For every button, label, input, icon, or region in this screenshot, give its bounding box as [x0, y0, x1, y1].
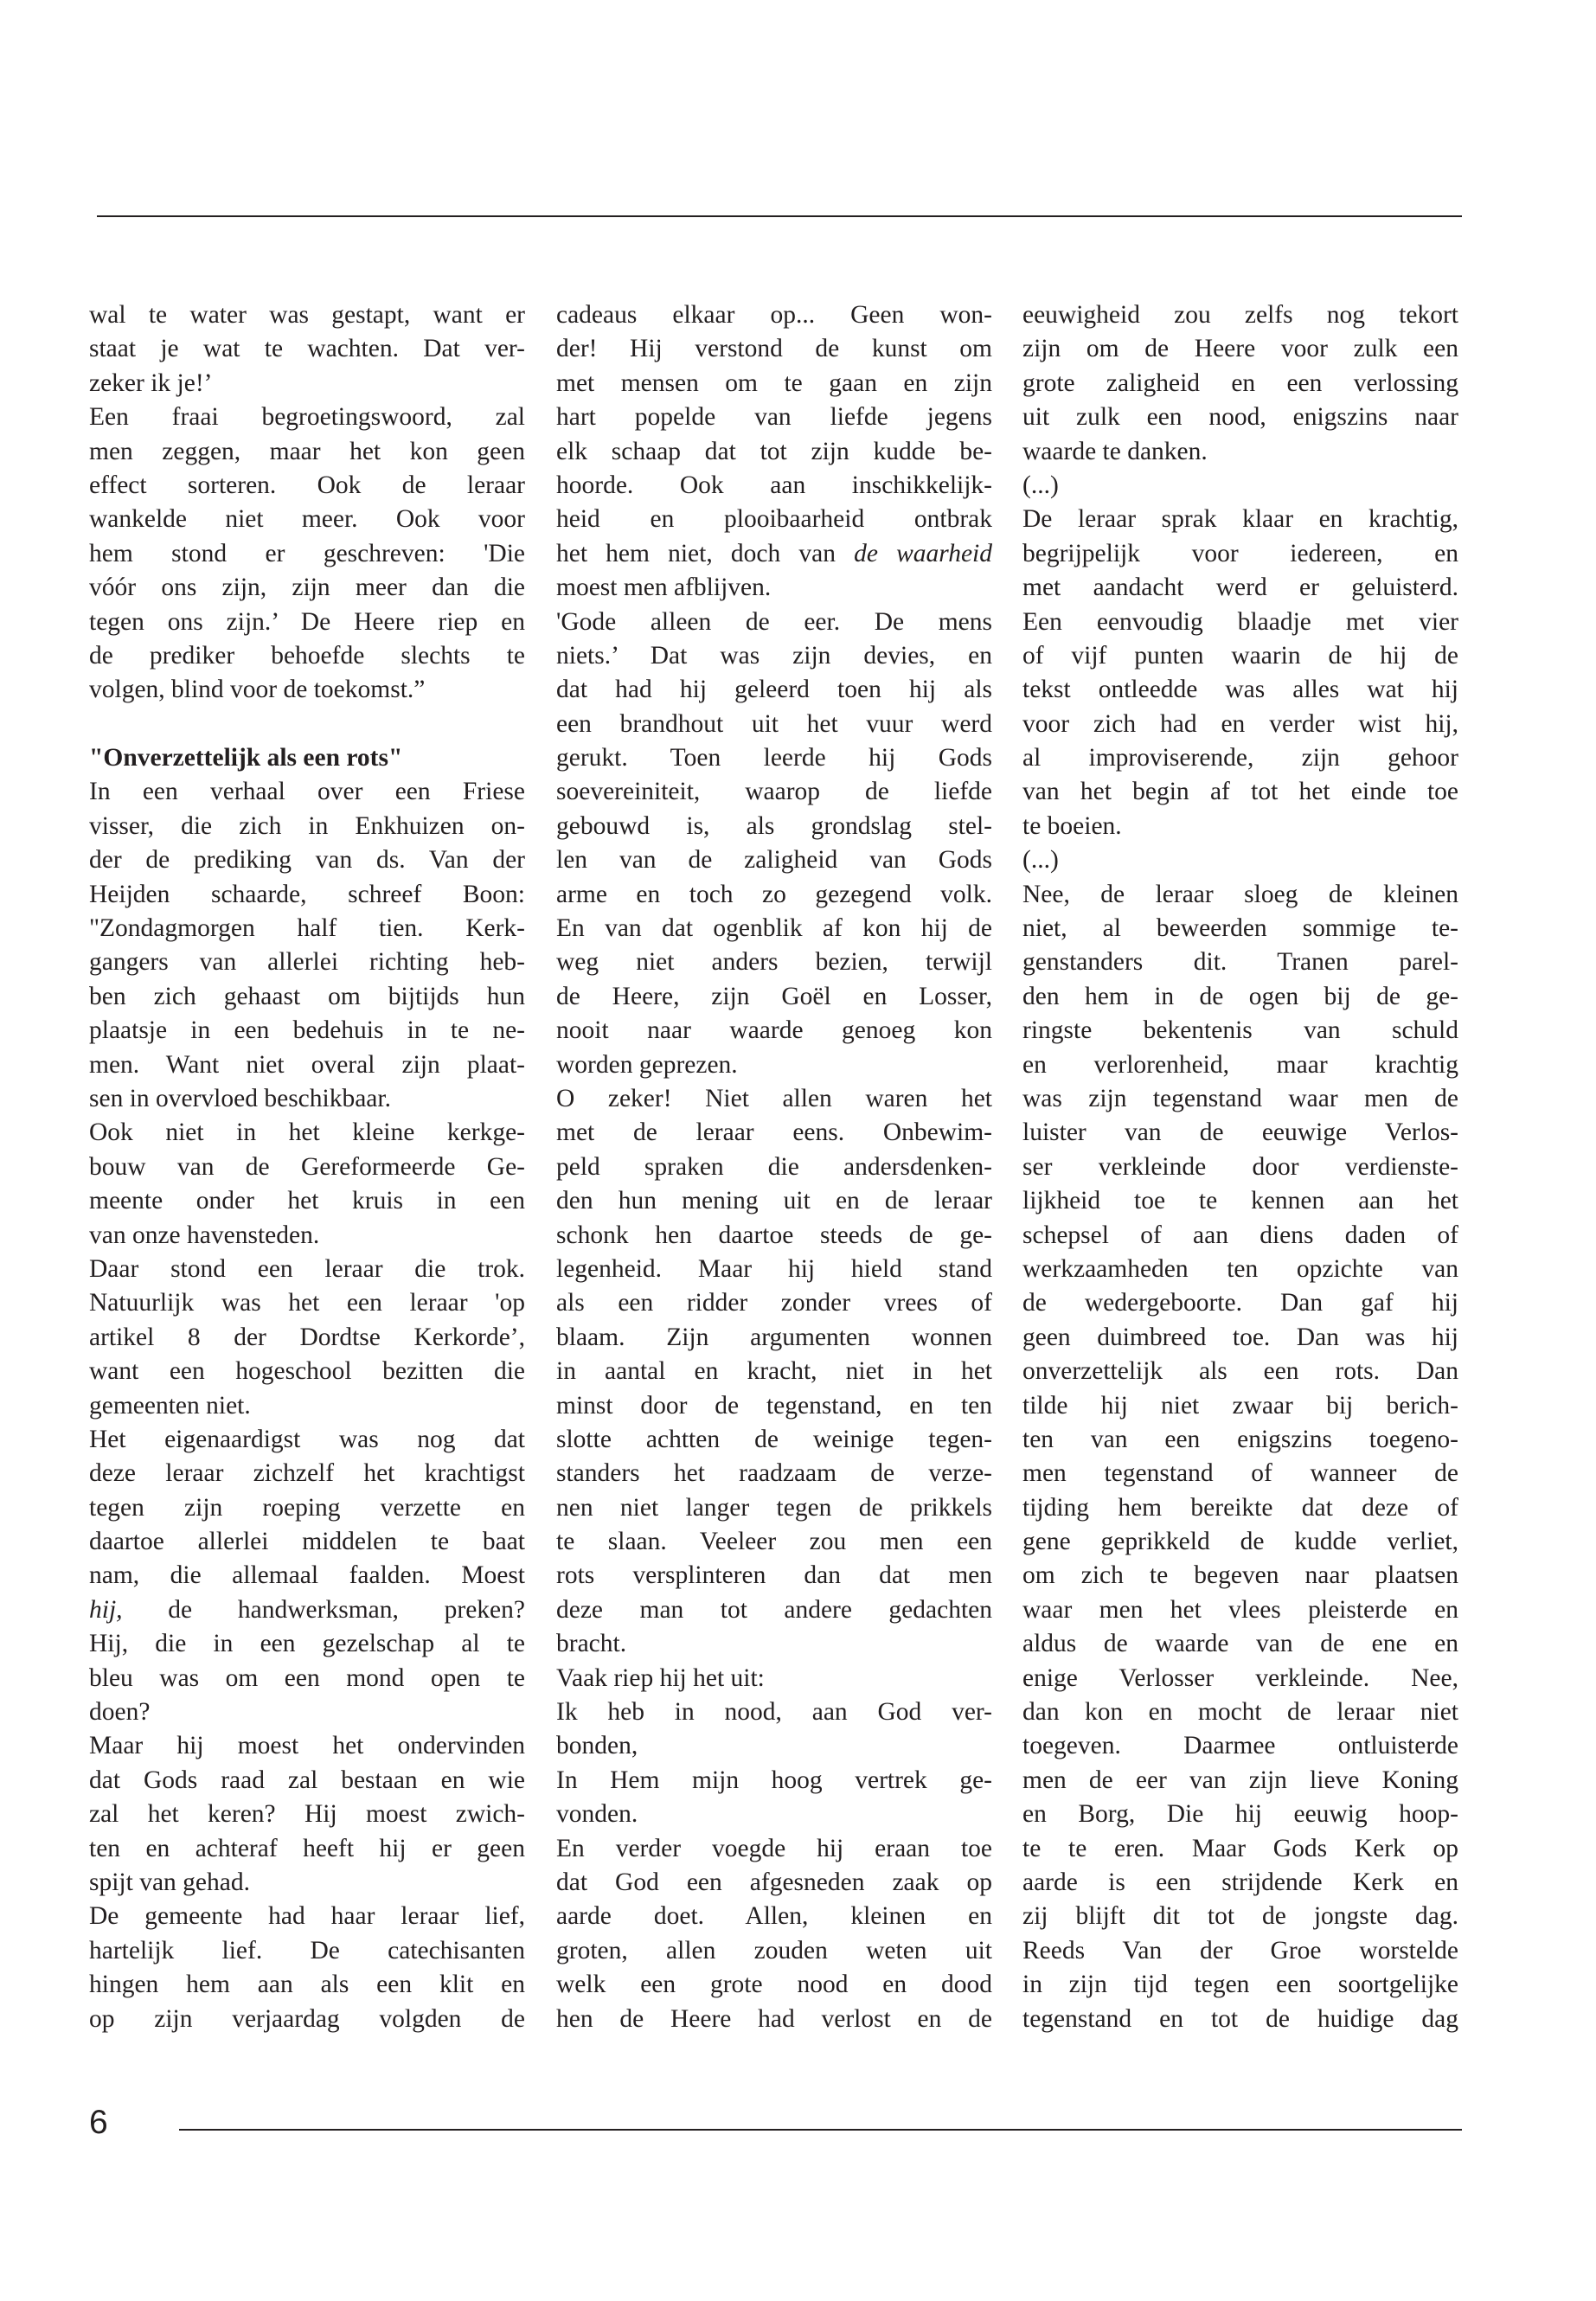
text-line: schonk hen daartoe steeds de ge-: [556, 1221, 992, 1249]
text-line: toegeven. Daarmee ontluisterde: [1022, 1732, 1458, 1760]
text-line: eeuwigheid zou zelfs nog tekort: [1022, 301, 1458, 329]
text-line: standers het raadzaam de verze-: [556, 1459, 992, 1488]
text-line: enige Verlosser verkleinde. Nee,: [1022, 1663, 1458, 1692]
text-line: men. Want niet overal zijn plaat-: [89, 1050, 525, 1079]
text-line: lijkheid toe te kennen aan het: [1022, 1187, 1458, 1215]
text-line: uit zulk een nood, enigszins naar: [1022, 403, 1458, 432]
text-line: ten en achteraf heeft hij er geen: [89, 1834, 525, 1862]
text-line: den hun mening uit en de leraar: [556, 1187, 992, 1215]
text-line: groten, allen zouden weten uit: [556, 1936, 992, 1965]
italic-text: hij,: [89, 1595, 123, 1624]
text-line: op zijn verjaardag volgden de: [89, 2004, 525, 2033]
text-line: volgen, blind voor de toekomst.”: [89, 676, 426, 704]
text-line: waar men het vlees pleisterde en: [1022, 1595, 1458, 1624]
text-line: grote zaligheid en een verlossing: [1022, 369, 1458, 397]
text-line: de wedergeboorte. Dan gaf hij: [1022, 1289, 1458, 1317]
text-line: de prediker behoefde slechts te: [89, 641, 525, 670]
text-line: om zich te begeven naar plaatsen: [1022, 1561, 1458, 1590]
text-line: O zeker! Niet allen waren het: [556, 1084, 992, 1112]
text-line: gene geprikkeld de kudde verliet,: [1022, 1528, 1458, 1556]
text-line: minst door de tegenstand, en ten: [556, 1391, 992, 1420]
page-number: 6: [89, 2104, 108, 2141]
text-line: gerukt. Toen leerde hij Gods: [556, 744, 992, 772]
text-line: nen niet langer tegen de prikkels: [556, 1493, 992, 1522]
text-line: (...): [1022, 471, 1059, 499]
text-line: van het begin af tot het einde toe: [1022, 778, 1458, 806]
text-line: genstanders dit. Tranen parel-: [1022, 948, 1458, 977]
text-line: artikel 8 der Dordtse Kerkorde’,: [89, 1323, 525, 1351]
text-line: hartelijk lief. De catechisanten: [89, 1936, 525, 1965]
text-segment: het hem niet, doch van: [556, 539, 855, 567]
text-line: tegen zijn roeping verzette en: [89, 1493, 525, 1522]
text-line: [89, 1593, 525, 1627]
section-heading: "Onverzettelijk als een rots": [89, 744, 403, 772]
text-line: Ook niet in het kleine kerkge-: [89, 1118, 525, 1147]
text-line: te te eren. Maar Gods Kerk op: [1022, 1834, 1458, 1862]
text-column-2: [556, 298, 992, 2036]
text-line: De gemeente had haar leraar lief,: [89, 1902, 525, 1931]
text-line: dat Gods raad zal bestaan en wie: [89, 1766, 525, 1794]
text-line: cadeaus elkaar op... Geen won-: [556, 301, 992, 329]
text-line: ten van een enigszins toegeno-: [1022, 1425, 1458, 1453]
text-line: als een ridder zonder vrees of: [556, 1289, 992, 1317]
text-line: tegen ons zijn.’ De Heere riep en: [89, 607, 525, 636]
text-line: len van de zaligheid van Gods: [556, 846, 992, 875]
text-line: gangers van allerlei richting heb-: [89, 948, 525, 977]
text-line: deze leraar zichzelf het krachtigst: [89, 1459, 525, 1488]
text-line: vonden.: [556, 1800, 638, 1829]
text-line: ser verkleinde door verdienste-: [1022, 1152, 1458, 1181]
text-line: meente onder het kruis in een: [89, 1187, 525, 1215]
text-line: Heijden schaarde, schreef Boon:: [89, 880, 525, 908]
text-line: elk schaap dat tot zijn kudde be-: [556, 437, 992, 465]
text-line: moest men afblijven.: [556, 574, 772, 602]
text-line: aarde is een strijdende Kerk en: [1022, 1868, 1458, 1896]
text-line: rots versplinteren dan dat men: [556, 1561, 992, 1590]
text-line: hingen hem aan als een klit en: [89, 1971, 525, 1999]
text-line: Natuurlijk was het een leraar 'op: [89, 1289, 525, 1317]
text-line: En verder voegde hij eraan toe: [556, 1834, 992, 1862]
text-line: aldus de waarde van de ene en: [1022, 1630, 1458, 1658]
text-line: al improviserende, zijn gehoor: [1022, 744, 1458, 772]
header-rule: [97, 215, 1462, 217]
text-line: den hem in de ogen bij de ge-: [1022, 982, 1458, 1010]
text-line: te slaan. Veeleer zou men een: [556, 1528, 992, 1556]
text-line: met de leraar eens. Onbewim-: [556, 1118, 992, 1147]
text-line: peld spraken die andersdenken-: [556, 1152, 992, 1181]
text-line: blaam. Zijn argumenten wonnen: [556, 1323, 992, 1351]
text-line: Maar hij moest het ondervinden: [89, 1732, 525, 1760]
text-line: hoorde. Ook aan inschikkelijk-: [556, 471, 992, 499]
text-line: legenheid. Maar hij hield stand: [556, 1254, 992, 1283]
text-column-3: [1022, 298, 1458, 2036]
text-line: wankelde niet meer. Ook voor: [89, 505, 525, 534]
text-line: Vaak riep hij het uit:: [556, 1663, 765, 1692]
text-line: En van dat ogenblik af kon hij de: [556, 914, 992, 943]
text-line: aarde doet. Allen, kleinen en: [556, 1902, 992, 1931]
text-line: bracht.: [556, 1630, 627, 1658]
text-line: hen de Heere had verlost en de: [556, 2004, 992, 2033]
text-line: in aantal en kracht, niet in het: [556, 1357, 992, 1386]
text-line: in zijn tijd tegen een soortgelijke: [1022, 1971, 1458, 1999]
text-line: welk een grote nood en dood: [556, 1971, 992, 1999]
text-line: tilde hij niet zwaar bij berich-: [1022, 1391, 1458, 1420]
text-line: was zijn tegenstand waar men de: [1022, 1084, 1458, 1112]
text-line: men zeggen, maar het kon geen: [89, 437, 525, 465]
text-line: Een eenvoudig blaadje met vier: [1022, 607, 1458, 636]
text-line: bouw van de Gereformeerde Ge-: [89, 1152, 525, 1181]
text-line: der de prediking van ds. Van der: [89, 846, 525, 875]
text-line: voor zich had en verder wist hij,: [1022, 709, 1458, 738]
text-line: ringste bekentenis van schuld: [1022, 1016, 1458, 1045]
text-line: (...): [1022, 846, 1059, 875]
text-line: begrijpelijk voor iedereen, en: [1022, 539, 1458, 567]
text-line: een brandhout uit het vuur werd: [556, 709, 992, 738]
text-line: hart popelde van liefde jegens: [556, 403, 992, 432]
text-line: schepsel of aan diens daden of: [1022, 1221, 1458, 1249]
text-line: der! Hij verstond de kunst om: [556, 335, 992, 363]
text-line: te boeien.: [1022, 811, 1122, 840]
text-line: en Borg, Die hij eeuwig hoop-: [1022, 1800, 1458, 1829]
text-line: doen?: [89, 1698, 151, 1727]
text-line: effect sorteren. Ook de leraar: [89, 471, 525, 499]
text-line: Hij, die in een gezelschap al te: [89, 1630, 525, 1658]
text-line: tijding hem bereikte dat deze of: [1022, 1493, 1458, 1522]
text-line: 'Gode alleen de eer. De mens: [556, 607, 992, 636]
text-line: hem stond er geschreven: 'Die: [89, 539, 525, 567]
text-line: staat je wat te wachten. Dat ver-: [89, 335, 525, 363]
text-line: vóór ons zijn, zijn meer dan die: [89, 574, 525, 602]
text-line: gebouwd is, als grondslag stel-: [556, 811, 992, 840]
text-line: bleu was om een mond open te: [89, 1663, 525, 1692]
text-line: [556, 537, 992, 571]
italic-text: de waarheid: [854, 539, 992, 567]
text-line: Daar stond een leraar die trok.: [89, 1254, 525, 1283]
text-line: niet, al beweerden sommige te-: [1022, 914, 1458, 943]
text-line: dat had hij geleerd toen hij als: [556, 676, 992, 704]
text-line: waarde te danken.: [1022, 437, 1208, 465]
text-line: bonden,: [556, 1732, 638, 1760]
text-line: de Heere, zijn Goël en Losser,: [556, 982, 992, 1010]
text-column-1: [89, 298, 525, 2036]
text-line: nooit naar waarde genoeg kon: [556, 1016, 992, 1045]
text-line: of vijf punten waarin de hij de: [1022, 641, 1458, 670]
text-line: daartoe allerlei middelen te baat: [89, 1528, 525, 1556]
text-line: geen duimbreed toe. Dan was hij: [1022, 1323, 1458, 1351]
text-line: soevereiniteit, waarop de liefde: [556, 778, 992, 806]
text-line: en verlorenheid, maar krachtig: [1022, 1050, 1458, 1079]
text-line: Nee, de leraar sloeg de kleinen: [1022, 880, 1458, 908]
text-line: tegenstand en tot de huidige dag: [1022, 2004, 1458, 2033]
text-line: De leraar sprak klaar en krachtig,: [1022, 505, 1458, 534]
text-line: Het eigenaardigst was nog dat: [89, 1425, 525, 1453]
text-line: spijt van gehad.: [89, 1868, 250, 1896]
text-line: zij blijft dit tot de jongste dag.: [1022, 1902, 1458, 1931]
text-line: tekst ontleedde was alles wat hij: [1022, 676, 1458, 704]
footer-rule: [179, 2129, 1462, 2131]
text-line: arme en toch zo gezegend volk.: [556, 880, 992, 908]
text-line: deze man tot andere gedachten: [556, 1595, 992, 1624]
text-line: Reeds Van der Groe worstelde: [1022, 1936, 1458, 1965]
text-line: dat God een afgesneden zaak op: [556, 1868, 992, 1896]
paragraph-gap: [89, 708, 525, 741]
text-line: worden geprezen.: [556, 1050, 738, 1079]
text-line: visser, die zich in Enkhuizen on-: [89, 811, 525, 840]
text-line: van onze havensteden.: [89, 1221, 320, 1249]
text-line: werkzaamheden ten opzichte van: [1022, 1254, 1458, 1283]
text-line: men de eer van zijn lieve Koning: [1022, 1766, 1458, 1794]
text-line: dan kon en mocht de leraar niet: [1022, 1698, 1458, 1727]
text-line: "Zondagmorgen half tien. Kerk-: [89, 914, 525, 943]
text-line: zijn om de Heere voor zulk een: [1022, 335, 1458, 363]
text-line: nam, die allemaal faalden. Moest: [89, 1561, 525, 1590]
text-line: met aandacht werd er geluisterd.: [1022, 574, 1458, 602]
text-line: sen in overvloed beschikbaar.: [89, 1084, 391, 1112]
text-line: zeker ik je!’: [89, 369, 213, 397]
text-line: In Hem mijn hoog vertrek ge-: [556, 1766, 992, 1794]
text-line: slotte achtten de weinige tegen-: [556, 1425, 992, 1453]
text-segment: de handwerksman, preken?: [122, 1595, 525, 1624]
text-line: wal te water was gestapt, want er: [89, 301, 525, 329]
text-line: luister van de eeuwige Verlos-: [1022, 1118, 1458, 1147]
text-line: weg niet anders bezien, terwijl: [556, 948, 992, 977]
text-line: zal het keren? Hij moest zwich-: [89, 1800, 525, 1829]
text-line: gemeenten niet.: [89, 1391, 251, 1420]
text-line: onverzettelijk als een rots. Dan: [1022, 1357, 1458, 1386]
text-line: heid en plooibaarheid ontbrak: [556, 505, 992, 534]
text-line: In een verhaal over een Friese: [89, 778, 525, 806]
text-line: Een fraai begroetingswoord, zal: [89, 403, 525, 432]
text-line: met mensen om te gaan en zijn: [556, 369, 992, 397]
text-line: ben zich gehaast om bijtijds hun: [89, 982, 525, 1010]
text-line: want een hogeschool bezitten die: [89, 1357, 525, 1386]
text-line: men tegenstand of wanneer de: [1022, 1459, 1458, 1488]
text-line: niets.’ Dat was zijn devies, en: [556, 641, 992, 670]
text-line: plaatsje in een bedehuis in te ne-: [89, 1016, 525, 1045]
text-line: Ik heb in nood, aan God ver-: [556, 1698, 992, 1727]
